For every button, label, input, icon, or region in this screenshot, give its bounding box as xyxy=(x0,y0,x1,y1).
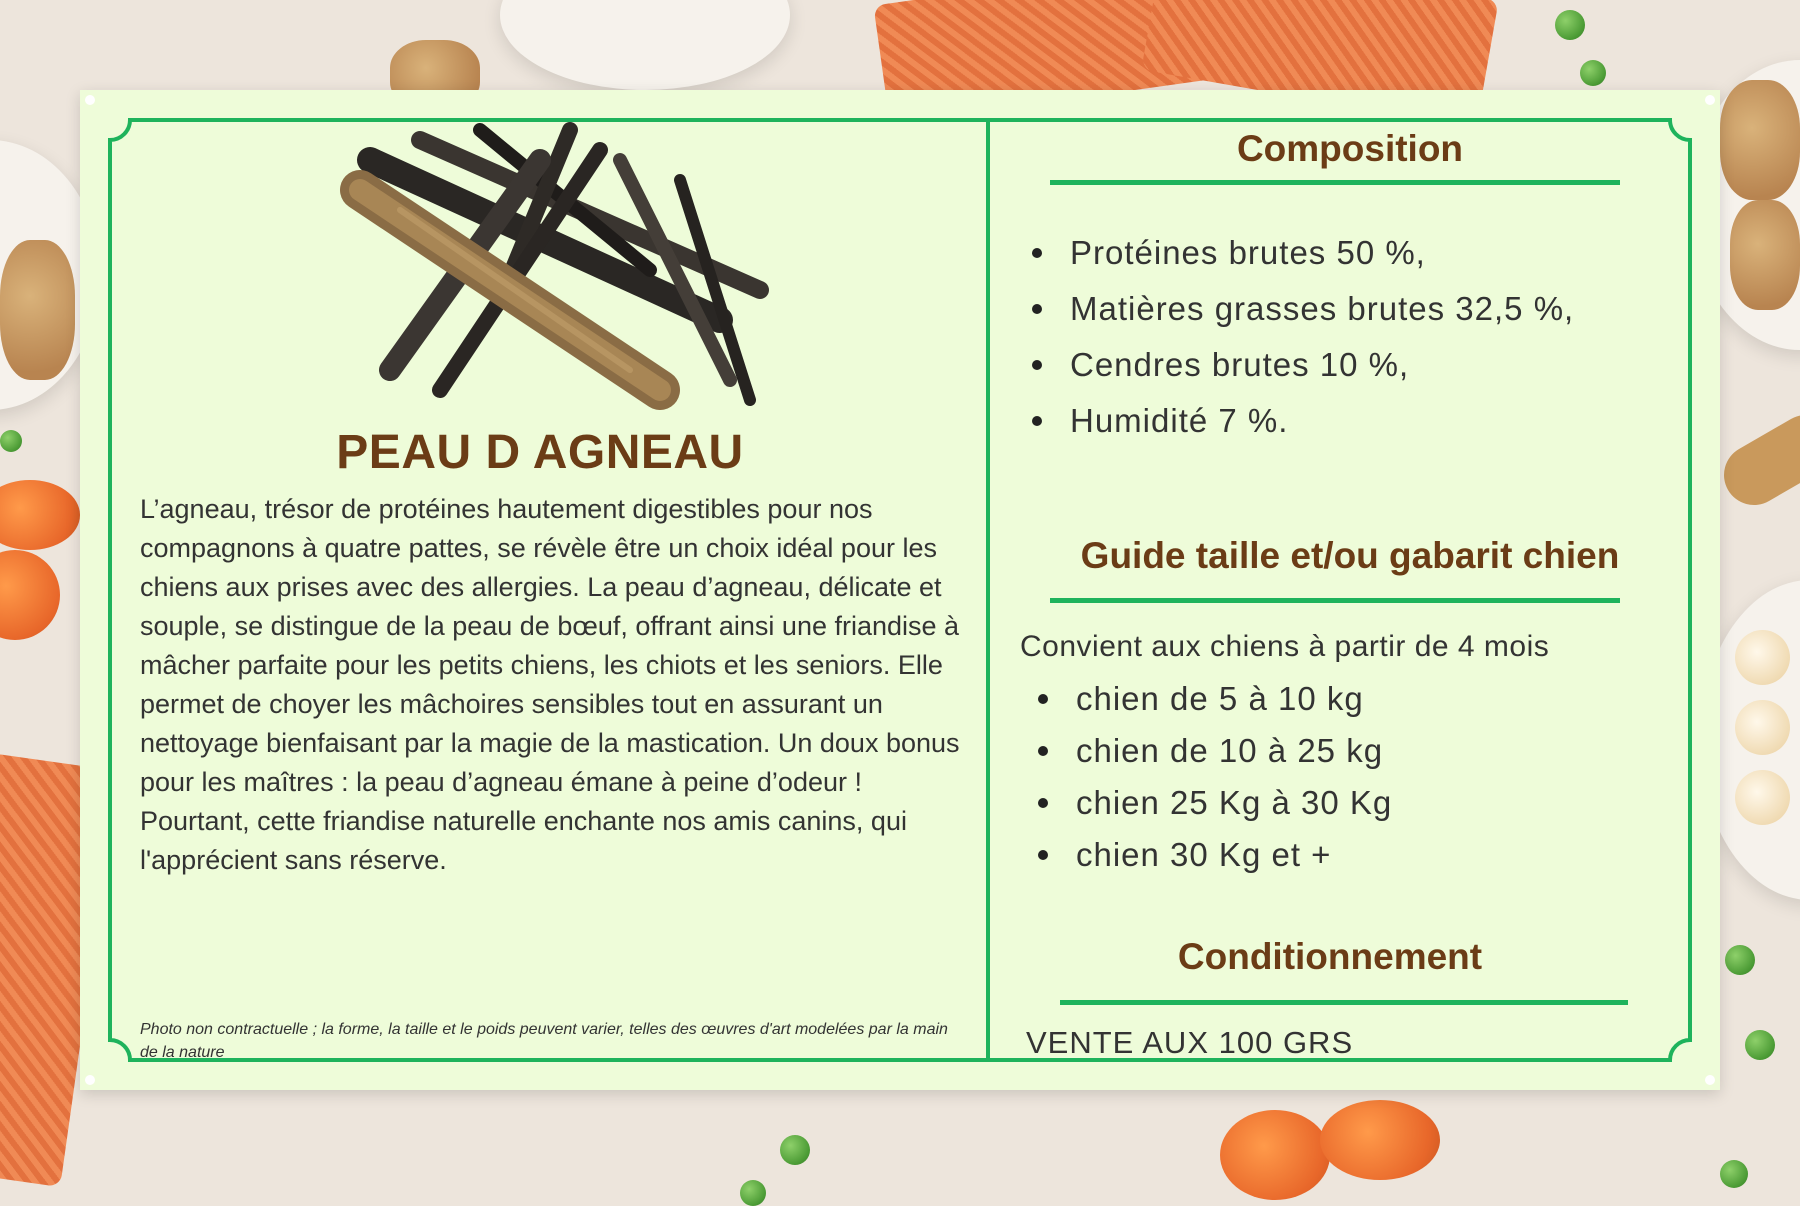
pea-decoration xyxy=(1725,945,1755,975)
bullet-icon xyxy=(1032,360,1042,370)
carrot-decoration xyxy=(0,480,80,550)
corner-hole xyxy=(1705,1075,1715,1085)
pea-decoration xyxy=(1720,1160,1748,1188)
treat-decoration xyxy=(1735,700,1790,755)
list-item xyxy=(1070,225,1574,281)
bullet-icon xyxy=(1038,798,1048,808)
packaging-divider xyxy=(1060,1000,1628,1005)
biscuit-decoration xyxy=(1720,80,1800,200)
corner-hole xyxy=(1705,95,1715,105)
list-item xyxy=(1070,393,1574,449)
bowl-decoration xyxy=(500,0,790,90)
guide-item: chien 25 Kg à 30 Kg xyxy=(1076,784,1393,821)
packaging-value: VENTE AUX 100 GRS xyxy=(1026,1025,1354,1060)
composition-divider xyxy=(1050,180,1620,185)
pea-decoration xyxy=(780,1135,810,1165)
pea-decoration xyxy=(1745,1030,1775,1060)
photo-disclaimer: Photo non contractuelle ; la forme, la taille et le poids peuvent varier, telles des œuvres d'art modelées par la main de la nature xyxy=(140,1021,948,1061)
bullet-icon xyxy=(1032,248,1042,258)
corner-hole xyxy=(85,1075,95,1085)
pea-decoration xyxy=(1555,10,1585,40)
product-title: PEAU D AGNEAU xyxy=(336,426,744,479)
bullet-icon xyxy=(1038,694,1048,704)
guide-divider xyxy=(1050,598,1620,603)
guide-item: chien de 10 à 25 kg xyxy=(1076,732,1384,769)
list-item xyxy=(1070,337,1574,393)
carrot-decoration xyxy=(1220,1110,1330,1200)
treat-decoration xyxy=(1735,770,1790,825)
bullet-icon xyxy=(1032,416,1042,426)
list-item xyxy=(1070,281,1574,337)
packaging-heading: Conditionnement xyxy=(1177,936,1483,977)
guide-item: chien 30 Kg et + xyxy=(1076,836,1332,873)
biscuit-decoration xyxy=(0,240,75,380)
pea-decoration xyxy=(1580,60,1606,86)
bullet-icon xyxy=(1038,746,1048,756)
corner-hole xyxy=(85,95,95,105)
composition-item: Protéines brutes 50 %, xyxy=(1070,234,1426,271)
bullet-icon xyxy=(1032,304,1042,314)
pea-decoration xyxy=(740,1180,766,1206)
composition-item: Cendres brutes 10 %, xyxy=(1070,346,1410,383)
biscuit-decoration xyxy=(1730,200,1800,310)
composition-item: Matières grasses brutes 32,5 %, xyxy=(1070,290,1575,327)
treat-decoration xyxy=(1735,630,1790,685)
composition-heading: Composition xyxy=(1236,128,1464,169)
bone-decoration xyxy=(1713,404,1800,516)
guide-list xyxy=(1076,673,1392,881)
guide-item: chien de 5 à 10 kg xyxy=(1076,680,1364,717)
composition-list xyxy=(1070,225,1574,449)
product-description: L’agneau, trésor de protéines hautement digestibles pour nos compagnons à quatre pattes, se révèle être un choix idéal pour les chiens aux prises avec des allergies. La peau d’agneau, délicate et souple, se distingue de la peau de bœuf, offrant ainsi une friandise à mâcher parfaite pour les petits chiens, les chiots et les seniors. Elle permet de choyer les mâchoires sensibles tout en assurant un nettoyage bienfaisant par la magie de la mastication. Un doux bonus pour les maîtres : la peau d’agneau émane à peine d’odeur ! Pourtant, cette friandise naturelle enchante nos amis canins, qui l'apprécient sans réserve. xyxy=(140,494,960,875)
carrot-decoration xyxy=(0,550,60,640)
carrot-decoration xyxy=(1320,1100,1440,1180)
list-item xyxy=(1076,725,1392,777)
guide-intro: Convient aux chiens à partir de 4 mois xyxy=(1020,630,1550,663)
list-item xyxy=(1076,829,1392,881)
composition-item: Humidité 7 %. xyxy=(1070,402,1289,439)
list-item xyxy=(1076,777,1392,829)
guide-heading: Guide taille et/ou gabarit chien xyxy=(1080,535,1620,576)
list-item xyxy=(1076,673,1392,725)
bullet-icon xyxy=(1038,850,1048,860)
product-photo xyxy=(300,120,780,420)
pea-decoration xyxy=(0,430,22,452)
